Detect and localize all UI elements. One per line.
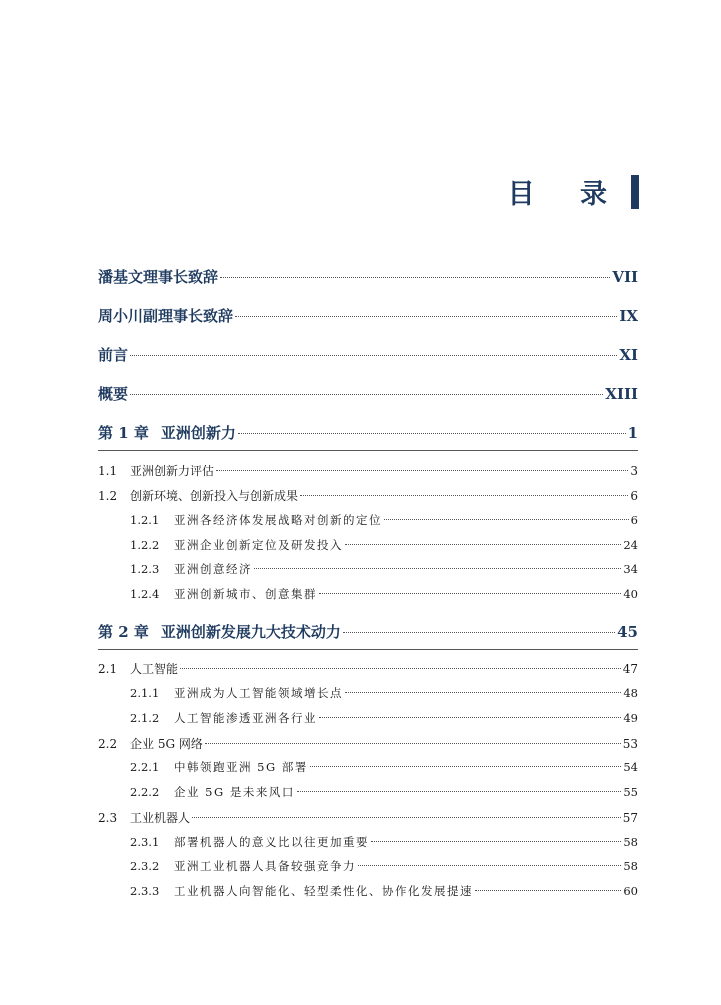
toc-leader-dots	[319, 717, 621, 718]
toc-entry-page: 34	[623, 562, 638, 576]
toc-entry-page: 3	[630, 464, 638, 478]
toc-entry[interactable]	[130, 858, 638, 874]
toc-entry[interactable]	[98, 487, 638, 504]
toc-title: 目 录	[507, 179, 625, 210]
toc-entry-number: 2.3.3	[130, 884, 160, 898]
toc-entry[interactable]	[98, 422, 638, 443]
toc-entry-page: 49	[623, 711, 638, 725]
toc-entry-label: 人工智能渗透亚洲各行业	[174, 711, 317, 725]
toc-entry[interactable]	[98, 621, 638, 642]
toc-leader-dots	[235, 316, 617, 317]
toc-entry-label: 部署机器人的意义比以往更加重要	[174, 835, 369, 849]
toc-entry-label: 亚洲创意经济	[174, 562, 252, 576]
toc-entry-number: 2.1	[98, 662, 118, 676]
toc-entry-page: 58	[623, 859, 638, 873]
toc-entry-page: 1	[627, 424, 638, 442]
toc-entry-page: 60	[623, 884, 638, 898]
toc-leader-dots	[216, 470, 628, 471]
toc-leader-dots	[238, 433, 626, 434]
toc-entry-number: 1.2.1	[130, 513, 160, 527]
title-accent-bar	[631, 175, 639, 209]
toc-entry-number: 2.1.2	[130, 711, 160, 725]
toc-entry[interactable]	[98, 266, 638, 287]
toc-leader-dots	[180, 668, 621, 669]
toc-entry-number: 2.3	[98, 811, 118, 825]
toc-entry[interactable]	[98, 305, 638, 326]
toc-entry-page: 45	[617, 623, 638, 641]
toc-entry-number: 2.3.2	[130, 859, 160, 873]
toc-entry-number: 2.2.2	[130, 785, 160, 799]
toc-leader-dots	[130, 394, 603, 395]
toc-entry[interactable]	[98, 735, 638, 752]
toc-entry-label: 企业 5G 是未来风口	[174, 785, 295, 799]
toc-entry-page: 6	[630, 489, 638, 503]
toc-entry-page: 55	[623, 785, 638, 799]
toc-entry-page: XI	[619, 346, 638, 364]
toc-leader-dots	[192, 817, 621, 818]
toc-entry-number: 2.3.1	[130, 835, 160, 849]
toc-leader-dots	[345, 692, 621, 693]
toc-entry[interactable]	[130, 685, 638, 701]
toc-leader-dots	[310, 766, 622, 767]
toc-entry-page: 53	[622, 737, 638, 751]
toc-leader-dots	[205, 743, 621, 744]
toc-entry[interactable]	[98, 809, 638, 826]
toc-entry-label: 亚洲创新城市、创意集群	[174, 587, 317, 601]
toc-entry-page: 40	[623, 587, 638, 601]
toc-leader-dots	[345, 544, 621, 545]
toc-entry-label: 企业 5G 网络	[130, 737, 203, 751]
toc-entry-label: 亚洲创新力评估	[130, 464, 215, 478]
toc-entry-label: 亚洲工业机器人具备较强竞争力	[174, 859, 356, 873]
toc-leader-dots	[220, 277, 610, 278]
toc-entry[interactable]	[130, 512, 638, 528]
toc-entry-page: VII	[612, 268, 638, 286]
toc-entry-page: 58	[623, 835, 638, 849]
toc-entry-label: 工业机器人	[130, 811, 191, 825]
toc-entry-label: 潘基文理事长致辞	[98, 268, 219, 286]
toc-entry[interactable]	[130, 586, 638, 602]
toc-entry-number: 1.2.2	[130, 538, 160, 552]
toc-entry-number: 第 2 章	[98, 623, 149, 641]
toc-leader-dots	[343, 632, 615, 633]
toc-leader-dots	[319, 593, 621, 594]
toc-entry[interactable]	[98, 660, 638, 677]
chapter-divider-1	[98, 450, 638, 451]
toc-entry[interactable]	[130, 710, 638, 726]
toc-title-block	[508, 172, 639, 211]
toc-entry-page: IX	[619, 307, 638, 325]
toc-leader-dots	[300, 495, 628, 496]
toc-entry-page: 6	[630, 513, 638, 527]
toc-leader-dots	[130, 355, 617, 356]
toc-entry-page: 54	[623, 760, 638, 774]
toc-leader-dots	[371, 841, 621, 842]
toc-entry-page: XIII	[605, 385, 638, 403]
toc-entry[interactable]	[130, 834, 638, 850]
toc-leader-dots	[358, 865, 621, 866]
toc-entry-number: 第 1 章	[98, 424, 149, 442]
toc-entry[interactable]	[130, 883, 638, 899]
toc-leader-dots	[475, 890, 621, 891]
toc-entry[interactable]	[130, 784, 638, 800]
toc-entry-number: 2.1.1	[130, 686, 160, 700]
toc-entry-number: 1.2	[98, 489, 118, 503]
toc-entry-page: 24	[623, 538, 638, 552]
toc-entry-number: 1.2.4	[130, 587, 160, 601]
toc-entry-label: 前言	[98, 346, 129, 364]
toc-leader-dots	[254, 568, 621, 569]
toc-entry-page: 47	[622, 662, 638, 676]
toc-entry-page: 57	[622, 811, 638, 825]
toc-entry-label: 亚洲企业创新定位及研发投入	[174, 538, 343, 552]
toc-entry-label: 亚洲成为人工智能领域增长点	[174, 686, 343, 700]
toc-entry[interactable]	[130, 561, 638, 577]
toc-entry-label: 人工智能	[130, 662, 179, 676]
toc-entry-label: 亚洲创新发展九大技术动力	[160, 623, 341, 641]
toc-entry-number: 1.2.3	[130, 562, 160, 576]
toc-entry[interactable]	[98, 462, 638, 479]
toc-entry-page: 48	[623, 686, 638, 700]
toc-leader-dots	[384, 519, 629, 520]
toc-entry-number: 2.2.1	[130, 760, 160, 774]
toc-entry[interactable]	[98, 383, 638, 404]
toc-entry-label: 亚洲创新力	[160, 424, 236, 442]
toc-entry[interactable]	[130, 537, 638, 553]
toc-entry-number: 1.1	[98, 464, 118, 478]
toc-entry[interactable]	[130, 759, 638, 775]
toc-entry-label: 工业机器人向智能化、轻型柔性化、协作化发展提速	[174, 884, 473, 898]
chapter-divider-2	[98, 649, 638, 650]
toc-entry[interactable]	[98, 344, 638, 365]
toc-entry-label: 创新环境、创新投入与创新成果	[130, 489, 299, 503]
toc-entry-label: 中韩领跑亚洲 5G 部署	[174, 760, 308, 774]
toc-entry-number: 2.2	[98, 737, 118, 751]
toc-leader-dots	[297, 791, 622, 792]
toc-entry-label: 概要	[98, 385, 129, 403]
toc-entry-label: 周小川副理事长致辞	[98, 307, 234, 325]
toc-entry-label: 亚洲各经济体发展战略对创新的定位	[174, 513, 382, 527]
